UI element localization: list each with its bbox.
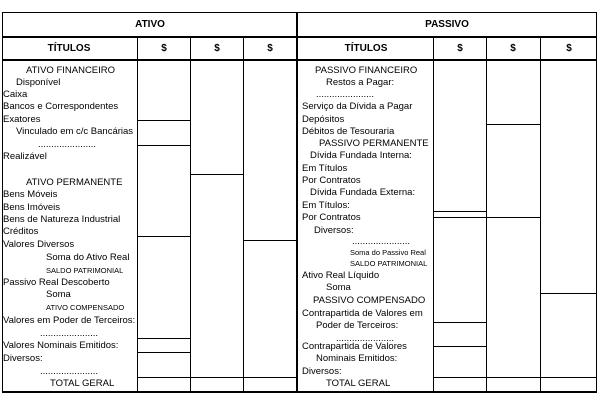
ativo-subtotal-line <box>137 352 190 353</box>
ativo-line: Disponível <box>16 77 61 88</box>
passivo-col2-line <box>486 36 487 393</box>
frame-bottom-line <box>2 391 597 393</box>
ativo-subtotal-line <box>243 377 296 378</box>
header-divider-line <box>2 36 597 38</box>
ativo-line: Soma do Ativo Real <box>46 252 130 263</box>
frame-top-line <box>2 12 597 13</box>
passivo-subtotal-line <box>540 377 596 378</box>
passivo-line: Serviço da Dívida a Pagar <box>302 101 413 112</box>
ativo-total-geral: TOTAL GERAL <box>50 378 115 389</box>
passivo-col3-line <box>540 36 541 393</box>
passivo-line: Ativo Real Líquido <box>302 270 380 281</box>
passivo-subtotal-line <box>433 211 486 212</box>
ativo-subtotal-line <box>137 145 190 146</box>
passivo-titulos-header: TÍTULOS <box>344 43 388 54</box>
ativo-line: Vinculado em c/c Bancárias <box>16 126 134 137</box>
ativo-subtotal-line <box>137 120 190 121</box>
passivo-line: Contrapartida de Valores <box>302 341 407 352</box>
ativo-line: Bens Imóveis <box>3 202 61 213</box>
passivo-dotted-line: ...................... <box>352 236 411 247</box>
passivo-line: Diversos: <box>302 366 342 377</box>
passivo-line: SALDO PATRIMONIAL <box>350 259 428 268</box>
ativo-subtotal-line <box>137 338 190 339</box>
ativo-header: ATIVO <box>135 19 165 30</box>
ativo-line: ATIVO FINANCEIRO <box>26 65 116 76</box>
ativo-passivo-divider <box>296 12 298 393</box>
passivo-line: Poder de Terceiros: <box>316 320 399 331</box>
passivo-subtotal-line <box>486 377 540 378</box>
passivo-subtotal-line <box>433 346 486 347</box>
ativo-col2-line <box>190 36 191 393</box>
ativo-line: Bancos e Correspondentes <box>3 101 119 112</box>
passivo-line: PASSIVO COMPENSADO <box>313 295 426 306</box>
passivo-line: Nominais Emitidos: <box>316 353 398 364</box>
passivo-line: Diversos: <box>314 225 354 236</box>
ativo-dotted-line: ...................... <box>40 366 99 377</box>
ativo-line: Valores em Poder de Terceiros: <box>3 315 136 326</box>
ativo-line: Diversos: <box>3 353 43 364</box>
ativo-titulos-header: TÍTULOS <box>47 43 91 54</box>
passivo-line: Por Contratos <box>302 175 361 186</box>
passivo-line: Em Títulos <box>302 163 348 174</box>
ativo-subtotal-line <box>190 377 243 378</box>
ativo-col1-line <box>137 36 138 393</box>
passivo-line: PASSIVO FINANCEIRO <box>315 65 418 76</box>
ativo-currency-header: $ <box>214 43 220 54</box>
ativo-currency-header: $ <box>161 43 167 54</box>
ativo-line: Caixa <box>3 89 28 100</box>
passivo-header: PASSIVO <box>425 19 469 30</box>
ativo-dotted-line: ...................... <box>40 328 99 339</box>
ativo-line: Valores Nominais Emitidos: <box>3 340 119 351</box>
frame-right-line <box>596 12 597 393</box>
passivo-dotted-line: ...................... <box>336 333 395 344</box>
ativo-line: Bens de Natureza Industrial <box>3 214 121 225</box>
passivo-currency-header: $ <box>457 43 463 54</box>
ativo-line: Créditos <box>3 226 39 237</box>
passivo-currency-header: $ <box>510 43 516 54</box>
titles-divider-line <box>2 59 597 61</box>
passivo-line: Débitos de Tesouraria <box>302 126 395 137</box>
passivo-line: Dívida Fundada Externa: <box>310 187 416 198</box>
ativo-currency-header: $ <box>267 43 273 54</box>
ativo-line: ATIVO PERMANENTE <box>26 177 123 188</box>
ativo-line: Bens Móveis <box>3 189 58 200</box>
passivo-col1-line <box>433 36 434 393</box>
ativo-line: Valores Diversos <box>3 239 75 250</box>
passivo-line: Soma <box>326 282 351 293</box>
ativo-dotted-line: ...................... <box>38 139 97 150</box>
ativo-line: Exatores <box>3 114 41 125</box>
ativo-line: ATIVO COMPENSADO <box>46 303 125 312</box>
passivo-line: Depósitos <box>302 114 345 125</box>
ativo-subtotal-line <box>137 236 190 237</box>
passivo-total-geral: TOTAL GERAL <box>326 378 391 389</box>
passivo-line: Por Contratos <box>302 212 361 223</box>
ativo-subtotal-line <box>243 240 296 241</box>
passivo-subtotal-line <box>433 322 486 323</box>
passivo-line: PASSIVO PERMANENTE <box>319 138 429 149</box>
passivo-subtotal-line <box>433 377 486 378</box>
ativo-line: Soma <box>46 289 71 300</box>
ativo-line: SALDO PATRIMONIAL <box>46 266 124 275</box>
passivo-line: Dívida Fundada Interna: <box>310 150 412 161</box>
passivo-line: Soma do Passivo Real <box>350 248 426 257</box>
passivo-line: Em Títulos: <box>302 200 350 211</box>
passivo-subtotal-line <box>540 293 596 294</box>
passivo-currency-header: $ <box>566 43 572 54</box>
passivo-subtotal-line <box>486 217 540 218</box>
ativo-col3-line <box>243 36 244 393</box>
passivo-subtotal-line <box>433 217 486 218</box>
ativo-subtotal-line <box>190 174 243 175</box>
ativo-line: Passivo Real Descoberto <box>3 277 110 288</box>
passivo-line: Contrapartida de Valores em <box>302 308 423 319</box>
passivo-dotted-line: ...................... <box>316 89 375 100</box>
passivo-subtotal-line <box>486 124 540 125</box>
ativo-line: Realizável <box>3 151 47 162</box>
ativo-subtotal-line <box>137 377 190 378</box>
passivo-line: Restos a Pagar: <box>326 77 395 88</box>
